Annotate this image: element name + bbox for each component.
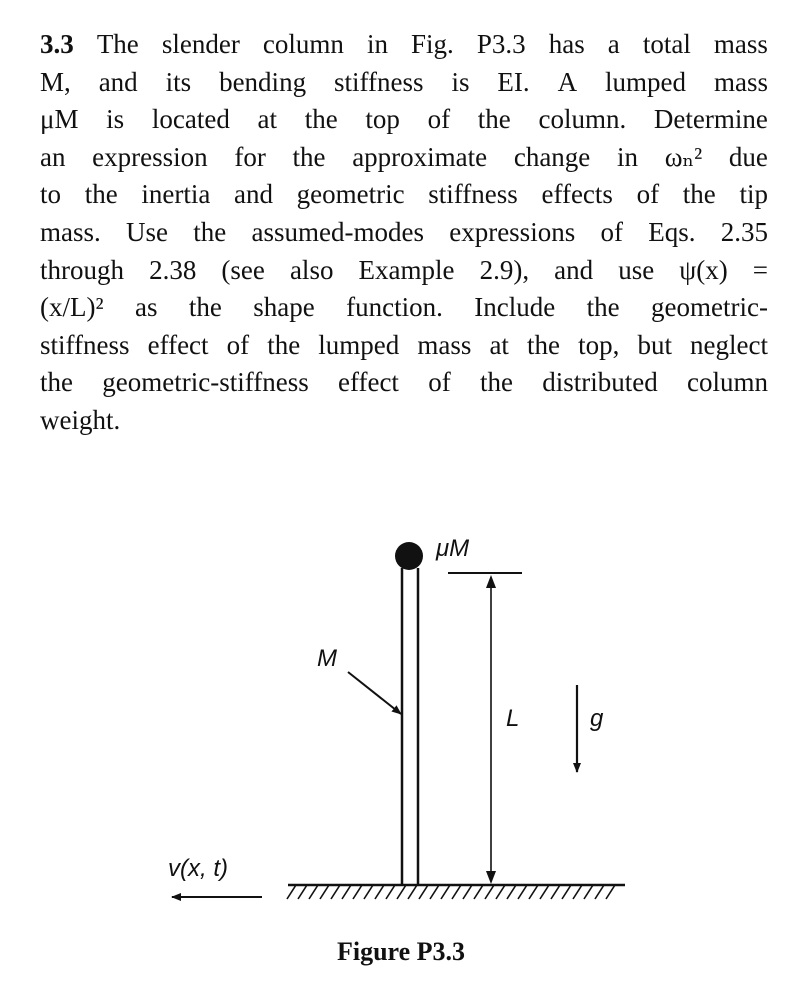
- ground-hatch: [309, 885, 318, 899]
- ground-hatch: [408, 885, 417, 899]
- problem-word: at: [257, 104, 278, 135]
- problem-line: [40, 214, 768, 252]
- problem-word: Eqs.: [648, 216, 696, 247]
- problem-word: is: [451, 66, 470, 97]
- problem-word: is: [106, 104, 125, 135]
- problem-word: The: [96, 29, 139, 59]
- problem-line: [40, 289, 768, 327]
- gravity-label: g: [590, 705, 604, 732]
- problem-word: column: [687, 367, 768, 398]
- problem-word: total: [642, 29, 691, 59]
- problem-word: and: [234, 179, 273, 210]
- problem-word: the: [682, 179, 716, 210]
- problem-word: of: [427, 104, 451, 135]
- problem-word: lumped: [318, 329, 400, 360]
- problem-word: slender: [161, 29, 240, 59]
- problem-word: an: [40, 141, 66, 172]
- problem-word: the: [527, 329, 561, 360]
- tip-mass-label: μM: [436, 535, 470, 562]
- problem-word: mass: [713, 29, 768, 59]
- problem-word: the: [292, 141, 326, 172]
- problem-word: of: [600, 216, 623, 247]
- problem-word: 2.9),: [479, 254, 530, 285]
- problem-word: and: [98, 66, 138, 97]
- problem-word: at: [489, 329, 509, 360]
- ground-hatch: [320, 885, 329, 899]
- problem-word: Include: [474, 292, 556, 323]
- problem-word: Use: [126, 216, 168, 247]
- ground-hatch: [540, 885, 549, 899]
- problem-word: column: [262, 29, 344, 59]
- ground-hatch: [342, 885, 351, 899]
- problem-word: (x/L)²: [40, 292, 104, 323]
- ground-hatch: [364, 885, 373, 899]
- problem-word: as: [134, 292, 158, 323]
- ground-hatch: [375, 885, 384, 899]
- problem-word: mass: [713, 66, 768, 97]
- problem-number: 3.3: [40, 29, 74, 59]
- ground-hatch: [595, 885, 604, 899]
- ground-hatch: [331, 885, 340, 899]
- ground-hatch: [419, 885, 428, 899]
- problem-word: ψ(x): [679, 254, 728, 285]
- problem-word: mass.: [40, 216, 101, 247]
- problem-word: geometric-: [651, 292, 768, 323]
- ground-hatch: [474, 885, 483, 899]
- problem-word: mass: [417, 329, 472, 360]
- ground: [287, 885, 625, 899]
- problem-word: M,: [40, 66, 71, 97]
- problem-word: effect: [147, 329, 209, 360]
- problem-word: tip: [739, 179, 768, 210]
- problem-word: in: [366, 29, 388, 59]
- problem-word: the: [193, 216, 227, 247]
- problem-word: A: [557, 66, 578, 97]
- problem-statement: [40, 26, 768, 440]
- problem-word: due: [728, 141, 768, 172]
- problem-word: Determine: [653, 104, 768, 135]
- problem-word: and: [554, 254, 594, 285]
- problem-word: =: [752, 254, 768, 285]
- ground-hatch: [573, 885, 582, 899]
- problem-word: for: [234, 141, 266, 172]
- problem-word: in: [616, 141, 638, 172]
- ground-hatch: [430, 885, 439, 899]
- problem-word: the: [40, 367, 73, 398]
- problem-word: the: [304, 104, 338, 135]
- problem-word: bending: [219, 66, 307, 97]
- problem-word: located: [151, 104, 230, 135]
- problem-word: P3.3: [476, 29, 526, 59]
- problem-word: Example: [358, 254, 455, 285]
- figure-p3-3: [0, 500, 802, 996]
- problem-word: use: [618, 254, 655, 285]
- problem-word: but: [637, 329, 672, 360]
- problem-word: the: [479, 367, 513, 398]
- problem-line: [40, 327, 768, 365]
- tip-mass: [395, 542, 423, 570]
- problem-word: Fig.: [411, 29, 454, 59]
- problem-word: stiffness: [428, 179, 518, 210]
- figure-caption: Figure P3.3: [336, 937, 466, 966]
- ground-hatch: [298, 885, 307, 899]
- ground-hatch: [507, 885, 516, 899]
- ground-hatch: [529, 885, 538, 899]
- problem-word: of: [428, 367, 451, 398]
- ground-hatch: [353, 885, 362, 899]
- problem-word: expression: [92, 141, 208, 172]
- problem-word: μM: [40, 104, 79, 135]
- problem-line: [40, 26, 768, 64]
- problem-word: assumed-modes: [251, 216, 424, 247]
- problem-word: expressions: [449, 216, 576, 247]
- ground-hatch: [485, 885, 494, 899]
- problem-word: change: [513, 141, 591, 172]
- length-label: L: [506, 705, 520, 732]
- ground-hatch: [441, 885, 450, 899]
- problem-word: column.: [538, 104, 627, 135]
- problem-word: stiffness: [334, 66, 424, 97]
- problem-word: top,: [578, 329, 620, 360]
- problem-line: [40, 402, 768, 440]
- problem-line: [40, 139, 768, 177]
- problem-word: 2.38: [149, 254, 197, 285]
- problem-word: geometric-stiffness: [102, 367, 309, 398]
- problem-word: the: [586, 292, 620, 323]
- column-mass-label: M: [317, 645, 337, 672]
- problem-line: [40, 176, 768, 214]
- problem-word: lumped: [605, 66, 687, 97]
- problem-line: [40, 64, 768, 102]
- ground-hatch: [463, 885, 472, 899]
- ground-hatch: [496, 885, 505, 899]
- ground-hatch: [287, 885, 296, 899]
- ground-displacement-label: v(x, t): [168, 855, 228, 882]
- ground-hatch: [452, 885, 461, 899]
- problem-word: of: [636, 179, 660, 210]
- problem-word: its: [165, 66, 192, 97]
- problem-word: has: [548, 29, 585, 59]
- problem-word: 2.35: [720, 216, 768, 247]
- problem-word: the: [477, 104, 511, 135]
- problem-word: ωₙ²: [664, 141, 703, 172]
- ground-hatch: [551, 885, 560, 899]
- problem-word: distributed: [542, 367, 658, 398]
- ground-hatch: [606, 885, 615, 899]
- ground-hatch: [386, 885, 395, 899]
- problem-word: stiffness: [40, 329, 130, 360]
- column-mass-leader: [348, 672, 401, 714]
- problem-word: through: [40, 254, 124, 285]
- problem-word: geometric: [296, 179, 405, 210]
- problem-word: neglect: [690, 329, 768, 360]
- problem-word: effect: [337, 367, 399, 398]
- ground-hatch: [397, 885, 406, 899]
- problem-word: approximate: [352, 141, 488, 172]
- problem-word: weight.: [40, 404, 121, 435]
- problem-word: also: [289, 254, 334, 285]
- problem-word: (see: [221, 254, 265, 285]
- problem-word: top: [365, 104, 400, 135]
- problem-word: of: [226, 329, 250, 360]
- problem-line: [40, 101, 768, 139]
- problem-word: the: [267, 329, 301, 360]
- problem-line: [40, 364, 768, 402]
- ground-hatch: [562, 885, 571, 899]
- problem-word: shape: [253, 292, 315, 323]
- problem-word: the: [84, 179, 118, 210]
- ground-hatch: [518, 885, 527, 899]
- problem-word: a: [607, 29, 620, 59]
- problem-word: function.: [346, 292, 443, 323]
- problem-word: EI.: [497, 66, 530, 97]
- problem-word: to: [40, 179, 62, 210]
- problem-word: the: [188, 292, 222, 323]
- ground-hatch: [584, 885, 593, 899]
- problem-line: [40, 252, 768, 290]
- problem-word: inertia: [141, 179, 211, 210]
- problem-word: effects: [541, 179, 613, 210]
- column: [402, 568, 418, 884]
